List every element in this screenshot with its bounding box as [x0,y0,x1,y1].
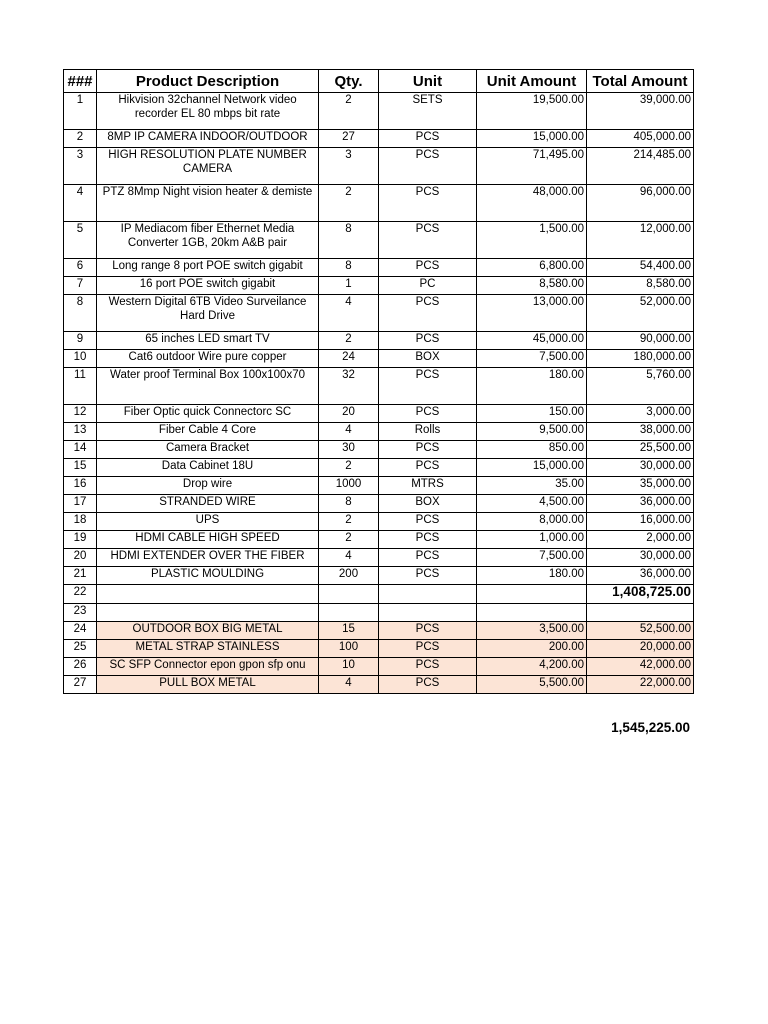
unit [379,585,477,604]
quantity: 3 [319,148,379,185]
unit-amount: 8,000.00 [477,513,587,531]
quantity [319,604,379,622]
grand-total: 1,545,225.00 [611,720,690,735]
unit-amount: 15,000.00 [477,459,587,477]
table-row [64,148,694,185]
header-number: ### [64,70,97,93]
unit-amount: 8,580.00 [477,277,587,295]
row-number: 19 [64,531,97,549]
row-number: 10 [64,350,97,368]
product-description: Hikvision 32channel Network video recorder EL 80 mbps bit rate [97,93,319,130]
quantity: 100 [319,640,379,658]
header-total-amount: Total Amount [587,70,694,93]
product-description: HIGH RESOLUTION PLATE NUMBER CAMERA [97,148,319,185]
unit: PCS [379,185,477,222]
table-row [64,658,694,676]
product-description: Long range 8 port POE switch gigabit [97,259,319,277]
total-amount: 3,000.00 [587,405,694,423]
unit: PCS [379,676,477,694]
unit: PCS [379,459,477,477]
product-description: PLASTIC MOULDING [97,567,319,585]
quantity: 20 [319,405,379,423]
row-number: 25 [64,640,97,658]
product-description: HDMI EXTENDER OVER THE FIBER [97,549,319,567]
unit-amount: 3,500.00 [477,622,587,640]
total-amount: 16,000.00 [587,513,694,531]
row-number: 13 [64,423,97,441]
row-number: 6 [64,259,97,277]
unit-amount: 200.00 [477,640,587,658]
product-description [97,585,319,604]
total-amount [587,604,694,622]
table-row [64,441,694,459]
row-number: 21 [64,567,97,585]
table-row [64,513,694,531]
quotation-table [63,69,694,694]
quantity: 1 [319,277,379,295]
unit-amount: 45,000.00 [477,332,587,350]
quantity: 2 [319,531,379,549]
product-description: 65 inches LED smart TV [97,332,319,350]
unit-amount: 180.00 [477,567,587,585]
total-amount: 2,000.00 [587,531,694,549]
row-number: 14 [64,441,97,459]
row-number: 18 [64,513,97,531]
row-number: 3 [64,148,97,185]
total-amount: 180,000.00 [587,350,694,368]
table-row [64,477,694,495]
total-amount: 42,000.00 [587,658,694,676]
product-description: Fiber Optic quick Connectorc SC [97,405,319,423]
table-row [64,185,694,222]
unit-amount: 71,495.00 [477,148,587,185]
table-row [64,93,694,130]
table-row [64,549,694,567]
table-row [64,423,694,441]
product-description: Water proof Terminal Box 100x100x70 [97,368,319,405]
product-description: HDMI CABLE HIGH SPEED [97,531,319,549]
quantity: 2 [319,93,379,130]
total-amount: 25,500.00 [587,441,694,459]
unit-amount: 7,500.00 [477,549,587,567]
unit: BOX [379,350,477,368]
quantity: 8 [319,259,379,277]
quantity: 2 [319,459,379,477]
product-description: Camera Bracket [97,441,319,459]
quantity: 30 [319,441,379,459]
unit: PCS [379,368,477,405]
total-amount: 36,000.00 [587,567,694,585]
header-product-description: Product Description [97,70,319,93]
quantity: 4 [319,295,379,332]
unit: PCS [379,332,477,350]
total-amount: 96,000.00 [587,185,694,222]
total-amount: 54,400.00 [587,259,694,277]
table-body [64,93,694,694]
row-number: 11 [64,368,97,405]
unit: MTRS [379,477,477,495]
unit-amount: 850.00 [477,441,587,459]
total-amount: 36,000.00 [587,495,694,513]
total-amount: 12,000.00 [587,222,694,259]
total-amount: 214,485.00 [587,148,694,185]
unit-amount [477,604,587,622]
quantity: 200 [319,567,379,585]
table-row [64,405,694,423]
unit-amount: 7,500.00 [477,350,587,368]
unit-amount: 35.00 [477,477,587,495]
total-amount: 52,000.00 [587,295,694,332]
unit: PCS [379,549,477,567]
table-row [64,567,694,585]
table-row [64,604,694,622]
quantity [319,585,379,604]
quantity: 10 [319,658,379,676]
unit: PCS [379,567,477,585]
unit-amount: 9,500.00 [477,423,587,441]
product-description: PTZ 8Mmp Night vision heater & demiste [97,185,319,222]
table-row [64,531,694,549]
unit: SETS [379,93,477,130]
quantity: 2 [319,332,379,350]
table-row [64,350,694,368]
unit [379,604,477,622]
table-row [64,622,694,640]
unit-amount: 180.00 [477,368,587,405]
quantity: 8 [319,222,379,259]
row-number: 17 [64,495,97,513]
unit: PCS [379,513,477,531]
product-description: STRANDED WIRE [97,495,319,513]
total-amount: 5,760.00 [587,368,694,405]
quantity: 24 [319,350,379,368]
total-amount: 35,000.00 [587,477,694,495]
unit-amount: 6,800.00 [477,259,587,277]
table-row [64,459,694,477]
unit: PCS [379,405,477,423]
unit: PCS [379,640,477,658]
unit-amount: 48,000.00 [477,185,587,222]
product-description: 8MP IP CAMERA INDOOR/OUTDOOR [97,130,319,148]
row-number: 1 [64,93,97,130]
quantity: 32 [319,368,379,405]
unit: PC [379,277,477,295]
quantity: 4 [319,423,379,441]
header-unit-amount: Unit Amount [477,70,587,93]
unit: Rolls [379,423,477,441]
product-description: OUTDOOR BOX BIG METAL [97,622,319,640]
unit: PCS [379,130,477,148]
row-number: 16 [64,477,97,495]
unit: BOX [379,495,477,513]
total-amount: 20,000.00 [587,640,694,658]
product-description: Data Cabinet 18U [97,459,319,477]
product-description: Western Digital 6TB Video Surveilance Hard Drive [97,295,319,332]
unit-amount: 15,000.00 [477,130,587,148]
unit: PCS [379,295,477,332]
row-number: 5 [64,222,97,259]
product-description: Fiber Cable 4 Core [97,423,319,441]
row-number: 12 [64,405,97,423]
total-amount: 22,000.00 [587,676,694,694]
row-number: 24 [64,622,97,640]
table-row [64,368,694,405]
row-number: 22 [64,585,97,604]
product-description: METAL STRAP STAINLESS [97,640,319,658]
total-amount: 52,500.00 [587,622,694,640]
table-row [64,259,694,277]
quantity: 2 [319,185,379,222]
total-amount: 90,000.00 [587,332,694,350]
product-description: Cat6 outdoor Wire pure copper [97,350,319,368]
table-row [64,295,694,332]
product-description: UPS [97,513,319,531]
total-amount: 405,000.00 [587,130,694,148]
total-amount: 30,000.00 [587,459,694,477]
table-row [64,222,694,259]
unit: PCS [379,658,477,676]
unit-amount: 4,200.00 [477,658,587,676]
unit: PCS [379,148,477,185]
row-number: 7 [64,277,97,295]
unit-amount: 4,500.00 [477,495,587,513]
row-number: 23 [64,604,97,622]
product-description: PULL BOX METAL [97,676,319,694]
product-description [97,604,319,622]
unit-amount: 1,500.00 [477,222,587,259]
table-row [64,640,694,658]
row-number: 4 [64,185,97,222]
table-row [64,495,694,513]
product-description: IP Mediacom fiber Ethernet Media Converter 1GB, 20km A&B pair [97,222,319,259]
header-unit: Unit [379,70,477,93]
quantity: 15 [319,622,379,640]
product-description: Drop wire [97,477,319,495]
quantity: 1000 [319,477,379,495]
header-qty: Qty. [319,70,379,93]
total-amount: 38,000.00 [587,423,694,441]
unit-amount: 19,500.00 [477,93,587,130]
table-row [64,130,694,148]
total-amount: 39,000.00 [587,93,694,130]
row-number: 8 [64,295,97,332]
quantity: 8 [319,495,379,513]
quantity: 2 [319,513,379,531]
subtotal-amount: 1,408,725.00 [587,585,694,604]
unit-amount: 1,000.00 [477,531,587,549]
table-row [64,332,694,350]
row-number: 20 [64,549,97,567]
row-number: 2 [64,130,97,148]
unit: PCS [379,441,477,459]
row-number: 15 [64,459,97,477]
product-description: SC SFP Connector epon gpon sfp onu [97,658,319,676]
unit: PCS [379,622,477,640]
subtotal-row [64,585,694,604]
unit-amount: 150.00 [477,405,587,423]
unit-amount: 13,000.00 [477,295,587,332]
quantity: 4 [319,676,379,694]
unit: PCS [379,531,477,549]
unit: PCS [379,222,477,259]
total-amount: 8,580.00 [587,277,694,295]
unit-amount: 5,500.00 [477,676,587,694]
row-number: 26 [64,658,97,676]
quantity: 4 [319,549,379,567]
unit-amount [477,585,587,604]
quantity: 27 [319,130,379,148]
header-row [64,70,694,93]
unit: PCS [379,259,477,277]
table-row [64,277,694,295]
table-row [64,676,694,694]
product-description: 16 port POE switch gigabit [97,277,319,295]
row-number: 9 [64,332,97,350]
row-number: 27 [64,676,97,694]
total-amount: 30,000.00 [587,549,694,567]
